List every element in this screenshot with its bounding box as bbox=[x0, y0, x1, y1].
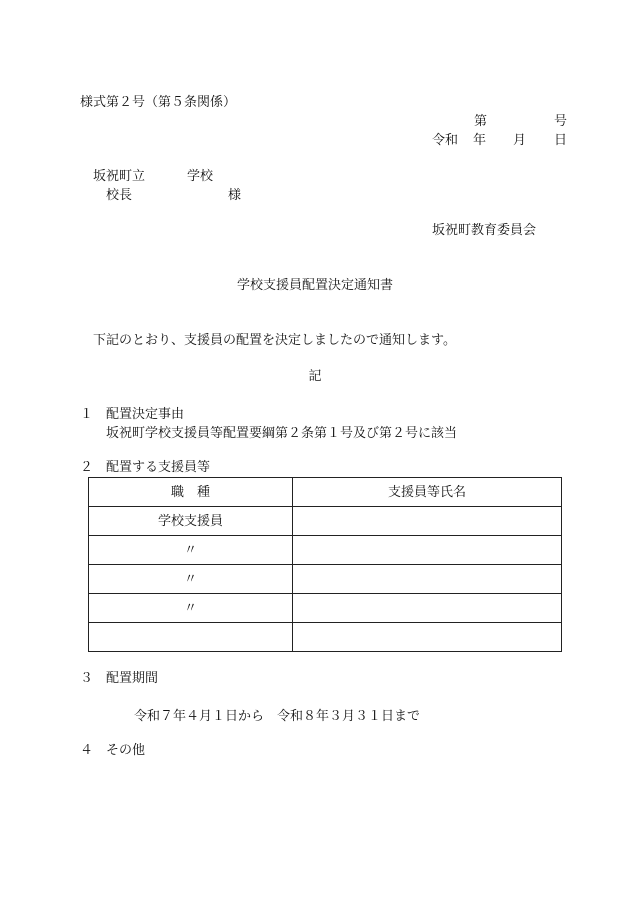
section-4-heading: その他 bbox=[106, 743, 146, 758]
cell-staff-name bbox=[293, 565, 562, 594]
doc-number-suffix: 号 bbox=[554, 114, 568, 129]
header-staff-name: 支援員等氏名 bbox=[293, 478, 562, 507]
staff-table bbox=[88, 477, 562, 652]
cell-staff-name bbox=[293, 594, 562, 623]
header-job-type: 職 種 bbox=[89, 478, 293, 507]
cell-job-type: 〃 bbox=[89, 536, 293, 565]
table-row bbox=[89, 565, 562, 594]
cell-job-type: 学校支援員 bbox=[89, 507, 293, 536]
section-1-heading: 配置決定事由 bbox=[106, 407, 185, 422]
cell-staff-name bbox=[293, 536, 562, 565]
intro-text: 下記のとおり、支援員の配置を決定しましたので通知します。 bbox=[93, 333, 456, 348]
cell-job-type: 〃 bbox=[89, 565, 293, 594]
issuer: 坂祝町教育委員会 bbox=[432, 223, 537, 238]
cell-job-type: 〃 bbox=[89, 594, 293, 623]
date-month: 月 bbox=[513, 133, 527, 148]
date-day: 日 bbox=[554, 133, 568, 148]
date-era: 令和 bbox=[432, 133, 459, 148]
section-2-heading: 配置する支援員等 bbox=[106, 460, 211, 475]
ki-label: 記 bbox=[308, 369, 322, 384]
addressee-honorific: 様 bbox=[228, 188, 242, 203]
section-3-number: ３ bbox=[80, 671, 94, 686]
date-year: 年 bbox=[473, 133, 487, 148]
addressee-school-prefix: 坂祝町立 bbox=[93, 169, 146, 184]
section-1-body: 坂祝町学校支援員等配置要綱第２条第１号及び第２号に該当 bbox=[106, 426, 458, 441]
section-3-heading: 配置期間 bbox=[106, 671, 159, 686]
document-title: 学校支援員配置決定通知書 bbox=[236, 278, 393, 293]
table-row bbox=[89, 507, 562, 536]
form-label: 様式第２号（第５条関係） bbox=[80, 95, 237, 110]
section-3-body: 令和７年４月１日から 令和８年３月３１日まで bbox=[134, 709, 421, 724]
doc-number-prefix: 第 bbox=[474, 114, 488, 129]
addressee-school-suffix: 学校 bbox=[187, 169, 214, 184]
section-1-number: １ bbox=[80, 407, 94, 422]
cell-staff-name bbox=[293, 507, 562, 536]
addressee-principal: 校長 bbox=[106, 188, 133, 203]
table-row bbox=[89, 536, 562, 565]
cell-job-type bbox=[89, 623, 293, 652]
section-2-number: ２ bbox=[80, 460, 94, 475]
cell-staff-name bbox=[293, 623, 562, 652]
table-row bbox=[89, 594, 562, 623]
section-4-number: ４ bbox=[80, 743, 94, 758]
table-header-row bbox=[89, 478, 562, 507]
table-row bbox=[89, 623, 562, 652]
